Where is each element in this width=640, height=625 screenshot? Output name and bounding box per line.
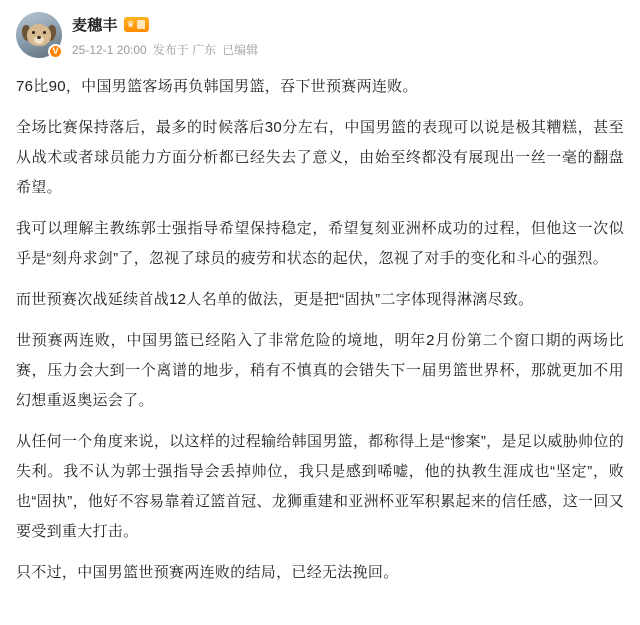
post-meta <box>72 12 258 58</box>
post-edited-flag: 已编辑 <box>222 43 259 57</box>
post-header <box>16 12 624 58</box>
post-paragraph: 76比90，中国男篮客场再负韩国男篮，吞下世预赛两连败。 <box>16 78 418 95</box>
author-row <box>72 14 258 35</box>
post-paragraph: 世预赛两连败，中国男篮已经陷入了非常危险的境地，明年2月份第二个窗口期的两场比赛，压力会大到一个离谱的地步，稍有不慎真的会错失下一届男篮世界杯，那就更加不用幻想重返奥运会了。 <box>16 332 624 409</box>
dog-eye-right-shape <box>43 31 46 34</box>
post-content <box>16 72 624 588</box>
post-paragraph: 全场比赛保持落后，最多的时候落后30分左右，中国男篮的表现可以说是极其糟糕，甚至从战术或者球员能力方面分析都已经失去了意义，由始至终都没有展现出一丝一毫的翻盘希望。 <box>16 119 624 196</box>
dog-eye-left-shape <box>32 31 35 34</box>
post-paragraph: 我可以理解主教练郭士强指导希望保持稳定，希望复刻亚洲杯成功的过程，但他这一次似乎是“刻舟求剑”了，忽视了球员的疲劳和状态的起伏，忽视了对手的变化和斗心的强烈。 <box>16 220 624 267</box>
post-submeta <box>72 41 258 58</box>
vip-badge[interactable] <box>124 17 149 32</box>
post-timestamp: 25-12-1 20:00 <box>72 42 147 57</box>
dog-nose-shape <box>37 36 41 39</box>
crown-icon: ♛ <box>126 19 135 29</box>
avatar[interactable] <box>16 12 62 58</box>
post-paragraph: 只不过，中国男篮世预赛两连败的结局，已经无法挽回。 <box>16 564 399 581</box>
post-paragraph: 而世预赛次战延续首战12人名单的做法，更是把“固执”二字体现得淋漓尽致。 <box>16 291 534 308</box>
vip-badge-mark <box>137 20 145 29</box>
author-name[interactable]: 麦穗丰 <box>72 17 118 34</box>
verified-badge-icon: V <box>48 44 63 59</box>
post-paragraph: 从任何一个角度来说，以这样的过程输给韩国男篮，都称得上是“惨案”，是足以威胁帅位的失利。我不认为郭士强指导会丢掉帅位，我只是感到唏嘘，他的执教生涯成也“坚定”，败也“固执”，他好不容易靠着辽篮首冠、龙狮重建和亚洲杯亚军积累起来的信任感，这一回又要受到重大打击。 <box>16 433 624 540</box>
post-source[interactable]: 发布于 广东 <box>152 43 217 57</box>
